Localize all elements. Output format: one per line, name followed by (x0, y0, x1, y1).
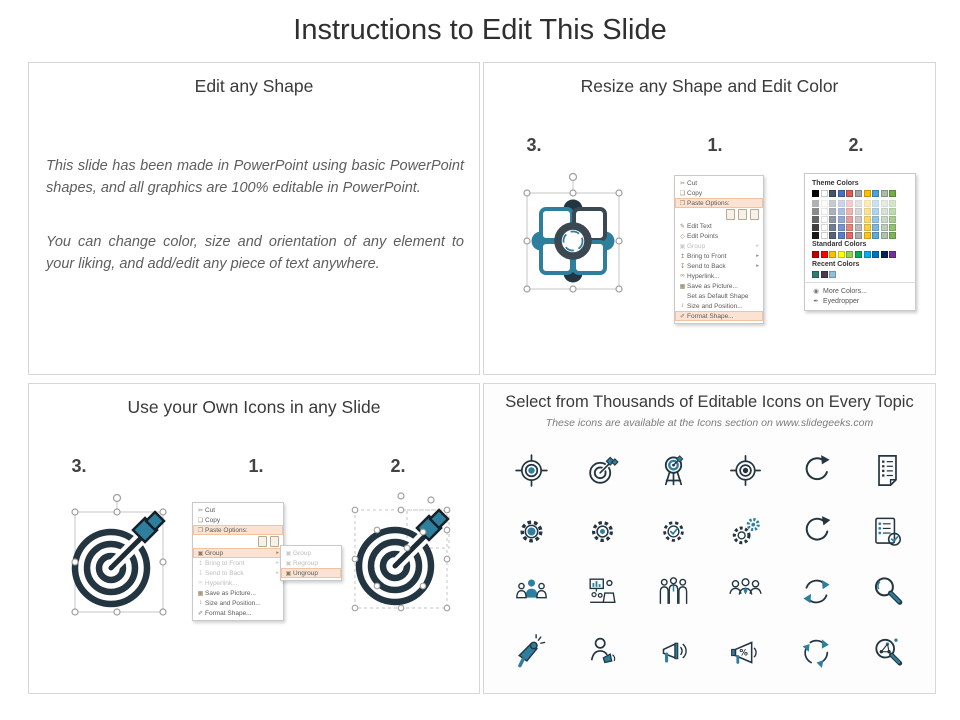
menu-item-icon: ✎ (679, 223, 686, 230)
megaphone-announce-icon (496, 622, 567, 683)
menu-item-label: Cut (205, 506, 216, 514)
step-number: 2. (390, 456, 406, 476)
eyedropper-item[interactable] (812, 296, 909, 306)
color-swatch[interactable] (838, 190, 845, 197)
menu-item-label: Copy (205, 516, 221, 524)
color-swatch[interactable] (872, 190, 879, 197)
presentation-meeting-icon (567, 562, 638, 623)
color-swatch[interactable] (872, 200, 879, 207)
color-swatch[interactable] (864, 224, 871, 231)
color-swatch[interactable] (855, 190, 862, 197)
eyedropper-label: Eyedropper (823, 297, 860, 305)
sync-two-arrows-icon (781, 562, 852, 623)
panel-title: Select from Thousands of Editable Icons on Every Topic (505, 393, 914, 411)
menu-item-icon: ▦ (679, 283, 686, 290)
color-swatch[interactable] (864, 216, 871, 223)
submenu-item-ungroup[interactable] (281, 568, 341, 578)
color-swatch[interactable] (846, 251, 853, 258)
menu-item-label: Save as Picture... (205, 589, 256, 597)
color-swatch[interactable] (855, 232, 862, 239)
step-number: 2. (848, 135, 864, 155)
menu-item-save-as-picture[interactable] (675, 281, 763, 291)
step-number: 3. (526, 135, 542, 155)
color-swatch[interactable] (821, 224, 828, 231)
color-swatch[interactable] (846, 190, 853, 197)
ungrouped-target-icon-graphic (347, 486, 459, 624)
cycle-three-arrows-icon (781, 622, 852, 683)
color-swatch[interactable] (864, 200, 871, 207)
color-swatch[interactable] (889, 224, 896, 231)
target-stand-icon (638, 440, 709, 501)
menu-item-icon: ↕ (681, 303, 684, 309)
panel-icon-library (483, 383, 936, 694)
color-swatch[interactable] (889, 190, 896, 197)
menu-item-size-and-position[interactable] (675, 301, 763, 311)
color-swatch[interactable] (846, 232, 853, 239)
color-swatch[interactable] (889, 200, 896, 207)
menu-item-icon: ✐ (197, 610, 204, 617)
menu-item-icon: ▦ (197, 590, 204, 597)
menu-item-group[interactable] (675, 241, 763, 251)
menu-item-icon: ◇ (680, 233, 685, 240)
menu-item-icon: ✂ (679, 180, 686, 187)
theme-variant-row (812, 216, 909, 223)
color-swatch[interactable] (881, 190, 888, 197)
standard-colors-row (812, 251, 909, 258)
color-swatch[interactable] (881, 200, 888, 207)
edit-shape-paragraph-1: This slide has been made in PowerPoint using basic PowerPoint shapes, and all graphics are 100% editable in PowerPoint. (46, 158, 464, 197)
color-swatch[interactable] (812, 190, 819, 197)
menu-item-group[interactable] (193, 548, 283, 558)
color-swatch[interactable] (838, 224, 845, 231)
menu-item-icon: ↥ (679, 253, 686, 260)
color-swatch[interactable] (889, 232, 896, 239)
color-swatch[interactable] (855, 251, 862, 258)
menu-item-bring-to-front[interactable] (193, 558, 283, 568)
icon-library-grid (496, 440, 923, 683)
menu-item-label: Hyperlink... (687, 272, 720, 280)
color-swatch[interactable] (821, 232, 828, 239)
menu-item-label: Group (205, 549, 224, 557)
color-swatch[interactable] (812, 208, 819, 215)
menu-item-label: Cut (687, 179, 698, 187)
menu-item-edit-text[interactable] (675, 221, 763, 231)
color-swatch[interactable] (881, 251, 888, 258)
color-swatch[interactable] (812, 200, 819, 207)
menu-item-icon: ↧ (679, 263, 686, 270)
color-swatch[interactable] (812, 251, 819, 258)
document-list-icon (852, 440, 923, 501)
standard-colors-label: Standard Colors (812, 241, 867, 248)
menu-item-icon: ↕ (199, 600, 202, 606)
menu-item-icon: ❏ (197, 517, 204, 524)
color-swatch[interactable] (829, 208, 836, 215)
menu-item-label: Bring to Front (205, 559, 245, 567)
color-swatch[interactable] (829, 251, 836, 258)
color-swatch[interactable] (829, 232, 836, 239)
panel-resize-shape-edit-color (483, 62, 936, 375)
magnifier-icon (852, 562, 923, 623)
color-swatch[interactable] (829, 224, 836, 231)
avatars-group-icon (709, 562, 780, 623)
paste-options-icons-row[interactable] (675, 208, 763, 221)
menu-item-icon: ▣ (285, 550, 292, 557)
theme-colors-label: Theme Colors (812, 180, 859, 187)
menu-item-edit-points[interactable] (675, 231, 763, 241)
step-number: 3. (71, 456, 87, 476)
color-swatch[interactable] (864, 251, 871, 258)
menu-item-label: Group (687, 242, 706, 250)
menu-item-label: Ungroup (293, 569, 318, 577)
person-megaphone-icon (567, 622, 638, 683)
color-swatch[interactable] (872, 216, 879, 223)
menu-item-size-and-position[interactable] (193, 598, 283, 608)
menu-item-bring-to-front[interactable] (675, 251, 763, 261)
menu-item-icon: ∞ (680, 273, 685, 279)
submenu-item-regroup[interactable] (281, 558, 341, 568)
menu-item-format-shape[interactable] (675, 311, 763, 321)
more-colors-item[interactable] (812, 286, 909, 296)
color-swatch[interactable] (812, 271, 819, 278)
color-swatch[interactable] (846, 216, 853, 223)
menu-item-label: Paste Options: (205, 526, 248, 534)
color-swatch[interactable] (881, 232, 888, 239)
color-swatch[interactable] (829, 271, 836, 278)
color-swatch[interactable] (864, 190, 871, 197)
menu-item-copy[interactable] (675, 188, 763, 198)
color-swatch[interactable] (889, 208, 896, 215)
color-swatch[interactable] (872, 251, 879, 258)
recent-colors-row (812, 271, 909, 278)
color-swatch[interactable] (829, 190, 836, 197)
color-swatch[interactable] (855, 208, 862, 215)
paste-option-icons[interactable] (726, 209, 759, 220)
gear-center-icon (567, 501, 638, 562)
theme-variant-row (812, 224, 909, 231)
menu-item-label: Regroup (293, 559, 318, 567)
selected-shape-graphic (514, 167, 629, 302)
menu-item-label: Bring to Front (687, 252, 727, 260)
target-dot-icon (709, 440, 780, 501)
color-swatch[interactable] (829, 200, 836, 207)
magnifier-share-icon (852, 622, 923, 683)
step-number: 1. (707, 135, 723, 155)
megaphone-percent-icon (709, 622, 780, 683)
menu-item-label: Copy (687, 189, 703, 197)
color-swatch[interactable] (872, 224, 879, 231)
panel-subtitle: These icons are available at the Icons section on www.slidegeeks.com (545, 417, 874, 429)
menu-item-icon: ↥ (197, 560, 204, 567)
color-swatch[interactable] (829, 216, 836, 223)
theme-colors-row (812, 190, 909, 197)
megaphone-sound-icon (638, 622, 709, 683)
menu-item-label: Format Shape... (687, 312, 734, 320)
paste-option-icons[interactable] (258, 536, 279, 547)
menu-item-icon: ∞ (198, 580, 203, 586)
menu-item-cut[interactable] (193, 505, 283, 515)
theme-variant-row (812, 208, 909, 215)
color-swatch[interactable] (864, 208, 871, 215)
target-crosshair-icon (496, 440, 567, 501)
color-swatch[interactable] (838, 251, 845, 258)
menu-item-hyperlink[interactable] (193, 578, 283, 588)
gear-filled-icon (496, 501, 567, 562)
menu-item-label: Edit Points (687, 232, 719, 240)
menu-item-icon: ▣ (285, 560, 292, 567)
menu-item-paste-options[interactable] (675, 198, 763, 208)
color-swatch[interactable] (838, 232, 845, 239)
color-swatch[interactable] (872, 232, 879, 239)
color-swatch[interactable] (881, 216, 888, 223)
menu-item-label: Set as Default Shape (687, 292, 749, 300)
color-swatch[interactable] (821, 216, 828, 223)
menu-item-label: Paste Options: (687, 199, 730, 207)
theme-variant-row (812, 200, 909, 207)
color-swatch[interactable] (838, 200, 845, 207)
menu-item-label: Send to Back (687, 262, 726, 270)
color-swatch[interactable] (855, 224, 862, 231)
target-dart-icon (567, 440, 638, 501)
double-gear-icon (709, 501, 780, 562)
color-swatch[interactable] (821, 251, 828, 258)
panel-use-own-icons (28, 383, 480, 694)
submenu-item-group[interactable] (281, 548, 341, 558)
menu-item-label: Send to Back (205, 569, 244, 577)
icon-context-menu (192, 502, 318, 621)
team-group-icon (496, 562, 567, 623)
menu-item-icon: ✂ (197, 507, 204, 514)
color-swatch[interactable] (889, 251, 896, 258)
paste-options-icons-row[interactable] (193, 535, 283, 548)
panel-title: Edit any Shape (194, 76, 314, 96)
menu-item-label: Group (293, 549, 312, 557)
panel-edit-any-shape (28, 62, 480, 375)
color-swatch[interactable] (812, 224, 819, 231)
theme-variant-row (812, 232, 909, 239)
shape-context-menu (674, 175, 764, 324)
menu-item-label: Format Shape... (205, 609, 252, 617)
recent-colors-label: Recent Colors (812, 261, 860, 268)
color-wheel-icon: ◉ (813, 288, 819, 295)
menu-item-format-shape[interactable] (193, 608, 283, 618)
menu-item-hyperlink[interactable] (675, 271, 763, 281)
menu-item-set-default-shape[interactable] (675, 291, 763, 301)
color-swatch[interactable] (872, 208, 879, 215)
menu-item-icon: ❏ (679, 190, 686, 197)
color-swatch[interactable] (838, 208, 845, 215)
menu-item-copy[interactable] (193, 515, 283, 525)
gear-check-icon (638, 501, 709, 562)
menu-item-icon: ↧ (197, 570, 204, 577)
color-picker-menu (804, 173, 916, 311)
more-colors-label: More Colors... (823, 287, 867, 295)
menu-item-send-to-back[interactable] (675, 261, 763, 271)
menu-item-label: Save as Picture... (687, 282, 738, 290)
menu-item-paste-options[interactable] (193, 525, 283, 535)
slide-title: Instructions to Edit This Slide (293, 14, 667, 46)
open-arrow-circle-icon (781, 440, 852, 501)
group-submenu (280, 545, 342, 581)
color-swatch[interactable] (846, 224, 853, 231)
menu-item-save-as-picture[interactable] (193, 588, 283, 598)
edit-shape-paragraph-2: You can change color, size and orientation of any element to your liking, and add/edit any piece of text anywhere. (46, 234, 464, 273)
menu-item-cut[interactable] (675, 178, 763, 188)
panel-title: Use your Own Icons in any Slide (127, 397, 381, 417)
menu-item-label: Hyperlink... (205, 579, 238, 587)
menu-item-icon: ❐ (679, 200, 686, 207)
menu-item-icon: ❐ (197, 527, 204, 534)
color-swatch[interactable] (881, 208, 888, 215)
color-swatch[interactable] (821, 200, 828, 207)
menu-item-icon: ▣ (679, 243, 686, 250)
color-swatch[interactable] (821, 271, 828, 278)
color-swatch[interactable] (855, 216, 862, 223)
checklist-approved-icon (852, 501, 923, 562)
menu-item-label: Size and Position... (687, 302, 743, 310)
menu-separator (805, 282, 915, 283)
menu-item-icon: ▣ (285, 570, 292, 577)
menu-item-label: Size and Position... (205, 599, 261, 607)
color-swatch[interactable] (855, 200, 862, 207)
full-arrow-circle-icon (781, 501, 852, 562)
color-swatch[interactable] (838, 216, 845, 223)
color-swatch[interactable] (846, 200, 853, 207)
color-swatch[interactable] (821, 190, 828, 197)
color-swatch[interactable] (821, 208, 828, 215)
panel-title: Resize any Shape and Edit Color (580, 76, 839, 96)
color-swatch[interactable] (889, 216, 896, 223)
selected-target-icon-graphic (65, 490, 173, 622)
color-swatch[interactable] (846, 208, 853, 215)
people-group-icon (638, 562, 709, 623)
eyedropper-icon: ✒ (813, 298, 819, 305)
step-number: 1. (248, 456, 264, 476)
color-swatch[interactable] (864, 232, 871, 239)
color-swatch[interactable] (812, 232, 819, 239)
menu-item-icon: ✐ (679, 313, 686, 320)
menu-item-send-to-back[interactable] (193, 568, 283, 578)
menu-item-label: Edit Text (687, 222, 712, 230)
menu-item-icon: ▣ (197, 550, 204, 557)
color-swatch[interactable] (881, 224, 888, 231)
color-swatch[interactable] (812, 216, 819, 223)
